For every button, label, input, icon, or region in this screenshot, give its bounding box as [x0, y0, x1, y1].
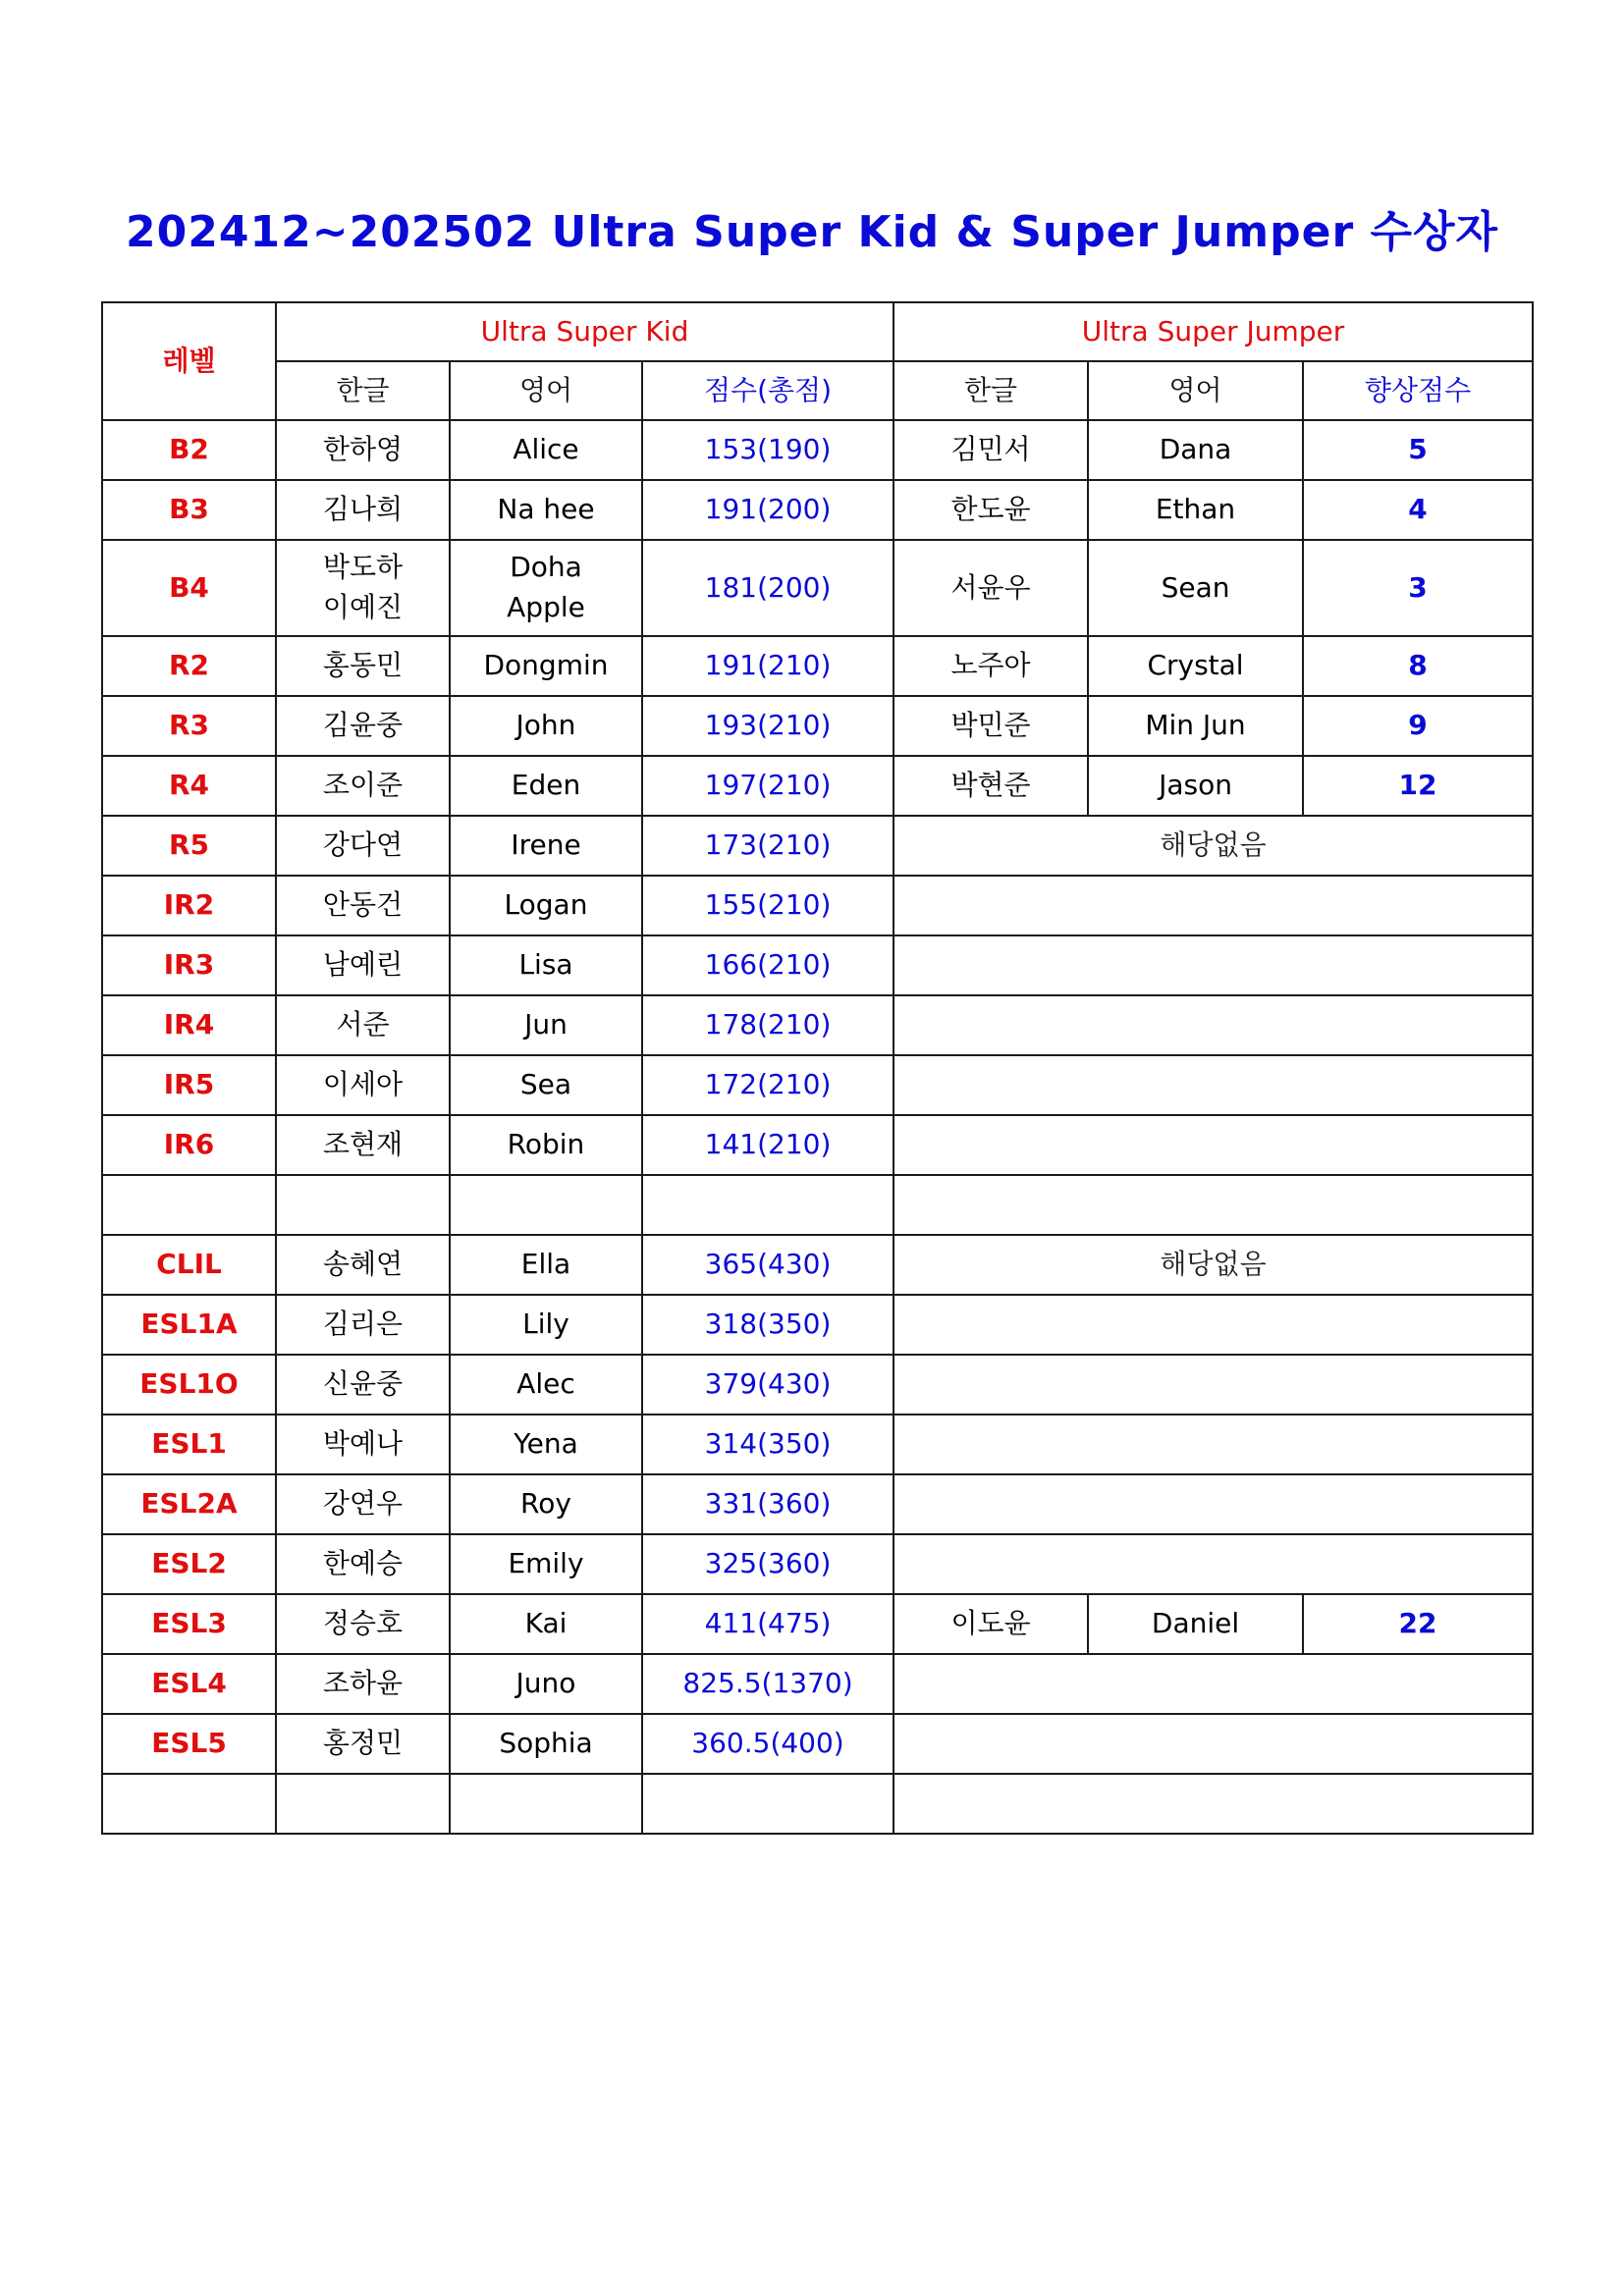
- kid-english-name: Sea: [450, 1055, 642, 1115]
- kid-korean-name: 김리은: [276, 1295, 450, 1355]
- empty-cell: [893, 1175, 1533, 1235]
- table-row: [102, 1415, 1533, 1474]
- kid-korean-name: 남예린: [276, 935, 450, 995]
- kid-score: 191(200): [642, 480, 893, 540]
- kid-korean-name: 서준: [276, 995, 450, 1055]
- level-cell: B2: [102, 420, 276, 480]
- level-cell: ESL2: [102, 1534, 276, 1594]
- kid-korean-name: 김윤중: [276, 696, 450, 756]
- kid-korean-name-2: 이예진: [322, 591, 404, 623]
- level-cell: R2: [102, 636, 276, 696]
- kid-english-name: Eden: [450, 756, 642, 816]
- kid-score: 411(475): [642, 1594, 893, 1654]
- jumper-korean-header: 한글: [893, 361, 1088, 420]
- jumper-empty-cell: [893, 876, 1533, 935]
- jumper-empty-cell: [893, 1654, 1533, 1714]
- kid-english-header: 영어: [450, 361, 642, 420]
- table-row: [102, 1654, 1533, 1714]
- jumper-empty-cell: [893, 995, 1533, 1055]
- jumper-english-name: Min Jun: [1088, 696, 1303, 756]
- jumper-english-header: 영어: [1088, 361, 1303, 420]
- kid-korean-name: 송혜연: [276, 1235, 450, 1295]
- table-row: [102, 756, 1533, 816]
- empty-cell: [102, 1774, 276, 1834]
- empty-cell: [276, 1175, 450, 1235]
- kid-score: 360.5(400): [642, 1714, 893, 1774]
- kid-score: 172(210): [642, 1055, 893, 1115]
- table-row: [102, 1474, 1533, 1534]
- kid-korean-name: 이세아: [276, 1055, 450, 1115]
- empty-cell: [893, 1774, 1533, 1834]
- kid-korean-name: 홍정민: [276, 1714, 450, 1774]
- jumper-korean-name: 노주아: [893, 636, 1088, 696]
- level-cell: ESL1: [102, 1415, 276, 1474]
- kid-korean-name: 조현재: [276, 1115, 450, 1175]
- jumper-empty-cell: [893, 1534, 1533, 1594]
- kid-korean-name: 조이준: [276, 756, 450, 816]
- kid-korean-name: 안동건: [276, 876, 450, 935]
- kid-english-name: Kai: [450, 1594, 642, 1654]
- jumper-english-name: Dana: [1088, 420, 1303, 480]
- table-row: [102, 1355, 1533, 1415]
- table-row: [102, 876, 1533, 935]
- jumper-korean-name: 이도윤: [893, 1594, 1088, 1654]
- table-row: [102, 1714, 1533, 1774]
- kid-english-name: Emily: [450, 1534, 642, 1594]
- jumper-empty-cell: [893, 1714, 1533, 1774]
- jumper-improvement: 3: [1303, 540, 1533, 636]
- kid-korean-name: 정승호: [276, 1594, 450, 1654]
- table-row: [102, 935, 1533, 995]
- kid-english-name: Irene: [450, 816, 642, 876]
- jumper-english-name: Jason: [1088, 756, 1303, 816]
- page-title: 202412~202502 Ultra Super Kid & Super Jumper 수상자: [126, 207, 1498, 257]
- kid-korean-header: 한글: [276, 361, 450, 420]
- jumper-empty-cell: [893, 1474, 1533, 1534]
- kid-score: 155(210): [642, 876, 893, 935]
- table-row: [102, 420, 1533, 480]
- kid-score: 173(210): [642, 816, 893, 876]
- kid-english-name: Roy: [450, 1474, 642, 1534]
- level-cell: IR3: [102, 935, 276, 995]
- jumper-empty-cell: [893, 1295, 1533, 1355]
- jumper-empty-cell: [893, 1115, 1533, 1175]
- kid-english-name: Logan: [450, 876, 642, 935]
- kid-score: 825.5(1370): [642, 1654, 893, 1714]
- level-cell: ESL1O: [102, 1355, 276, 1415]
- level-cell: ESL1A: [102, 1295, 276, 1355]
- kid-score: 197(210): [642, 756, 893, 816]
- level-cell: R5: [102, 816, 276, 876]
- level-cell: R3: [102, 696, 276, 756]
- kid-score: 141(210): [642, 1115, 893, 1175]
- jumper-korean-name: 김민서: [893, 420, 1088, 480]
- level-cell: ESL5: [102, 1714, 276, 1774]
- jumper-empty-cell: [893, 1055, 1533, 1115]
- kid-score: 331(360): [642, 1474, 893, 1534]
- kid-score: 181(200): [642, 540, 893, 636]
- table-row: [102, 995, 1533, 1055]
- kid-korean-name: 한하영: [276, 420, 450, 480]
- kid-korean-name-1: 박도하: [322, 551, 404, 584]
- jumper-english-name: Sean: [1088, 540, 1303, 636]
- table-row: [102, 696, 1533, 756]
- kid-score: 325(360): [642, 1534, 893, 1594]
- kid-score: 153(190): [642, 420, 893, 480]
- jumper-english-name: Daniel: [1088, 1594, 1303, 1654]
- level-cell: ESL2A: [102, 1474, 276, 1534]
- level-cell: IR6: [102, 1115, 276, 1175]
- table-row: [102, 1295, 1533, 1355]
- kid-score: 318(350): [642, 1295, 893, 1355]
- jumper-english-name: Ethan: [1088, 480, 1303, 540]
- empty-cell: [642, 1774, 893, 1834]
- jumper-improvement: 22: [1303, 1594, 1533, 1654]
- jumper-improvement: 9: [1303, 696, 1533, 756]
- kid-english-name: [450, 540, 642, 636]
- level-header: 레벨: [102, 302, 276, 420]
- kid-score: 379(430): [642, 1355, 893, 1415]
- empty-cell: [450, 1175, 642, 1235]
- table-row: [102, 1534, 1533, 1594]
- jumper-english-name: Crystal: [1088, 636, 1303, 696]
- kid-english-name: Robin: [450, 1115, 642, 1175]
- empty-cell: [450, 1774, 642, 1834]
- kid-score: 191(210): [642, 636, 893, 696]
- kid-english-name: Sophia: [450, 1714, 642, 1774]
- jumper-empty-cell: [893, 935, 1533, 995]
- kid-english-name: Yena: [450, 1415, 642, 1474]
- level-cell: ESL3: [102, 1594, 276, 1654]
- jumper-korean-name: 한도윤: [893, 480, 1088, 540]
- kid-english-name: Alice: [450, 420, 642, 480]
- kid-korean-name: 한예승: [276, 1534, 450, 1594]
- kid-english-name: Jun: [450, 995, 642, 1055]
- kid-english-name: John: [450, 696, 642, 756]
- empty-cell: [102, 1175, 276, 1235]
- kid-korean-name: 조하윤: [276, 1654, 450, 1714]
- jumper-not-applicable: 해당없음: [893, 816, 1533, 876]
- kid-korean-name: 홍동민: [276, 636, 450, 696]
- level-cell: R4: [102, 756, 276, 816]
- jumper-improvement: 8: [1303, 636, 1533, 696]
- kid-korean-name: 강다연: [276, 816, 450, 876]
- kid-english-name: Juno: [450, 1654, 642, 1714]
- kid-korean-name: 강연우: [276, 1474, 450, 1534]
- kid-english-name-1: Doha: [510, 551, 582, 584]
- jumper-improvement: 12: [1303, 756, 1533, 816]
- jumper-korean-name: 서윤우: [893, 540, 1088, 636]
- jumper-empty-cell: [893, 1355, 1533, 1415]
- jumper-korean-name: 박민준: [893, 696, 1088, 756]
- empty-cell: [276, 1774, 450, 1834]
- level-cell: IR4: [102, 995, 276, 1055]
- jumper-improvement: 4: [1303, 480, 1533, 540]
- kid-english-name: Lisa: [450, 935, 642, 995]
- table-row: [102, 480, 1533, 540]
- empty-cell: [642, 1175, 893, 1235]
- blank-row: [102, 1175, 1533, 1235]
- kid-korean-name: 박예나: [276, 1415, 450, 1474]
- group-header-kid: Ultra Super Kid: [276, 302, 893, 361]
- kid-score: 178(210): [642, 995, 893, 1055]
- kid-korean-name: [276, 540, 450, 636]
- kid-score: 166(210): [642, 935, 893, 995]
- table-row: [102, 816, 1533, 876]
- level-cell: IR2: [102, 876, 276, 935]
- table-row: [102, 1115, 1533, 1175]
- table-row: [102, 1055, 1533, 1115]
- table-row: [102, 1594, 1533, 1654]
- kid-score: 193(210): [642, 696, 893, 756]
- kid-english-name: Alec: [450, 1355, 642, 1415]
- awards-table: [101, 301, 1534, 1835]
- table-row: [102, 540, 1533, 636]
- kid-english-name-2: Apple: [507, 591, 585, 623]
- jumper-korean-name: 박현준: [893, 756, 1088, 816]
- kid-score: 314(350): [642, 1415, 893, 1474]
- kid-english-name: Dongmin: [450, 636, 642, 696]
- jumper-not-applicable: 해당없음: [893, 1235, 1533, 1295]
- jumper-empty-cell: [893, 1415, 1533, 1474]
- jumper-improvement-header: 향상점수: [1303, 361, 1533, 420]
- level-cell: CLIL: [102, 1235, 276, 1295]
- jumper-improvement: 5: [1303, 420, 1533, 480]
- kid-korean-name: 김나희: [276, 480, 450, 540]
- kid-english-name: Na hee: [450, 480, 642, 540]
- table-row: [102, 636, 1533, 696]
- level-cell: IR5: [102, 1055, 276, 1115]
- kid-english-name: Lily: [450, 1295, 642, 1355]
- table-row: [102, 1235, 1533, 1295]
- group-header-jumper: Ultra Super Jumper: [893, 302, 1533, 361]
- kid-korean-name: 신윤중: [276, 1355, 450, 1415]
- kid-score-header: 점수(총점): [642, 361, 893, 420]
- level-cell: ESL4: [102, 1654, 276, 1714]
- level-cell: B3: [102, 480, 276, 540]
- level-cell: B4: [102, 540, 276, 636]
- blank-row: [102, 1774, 1533, 1834]
- kid-english-name: Ella: [450, 1235, 642, 1295]
- kid-score: 365(430): [642, 1235, 893, 1295]
